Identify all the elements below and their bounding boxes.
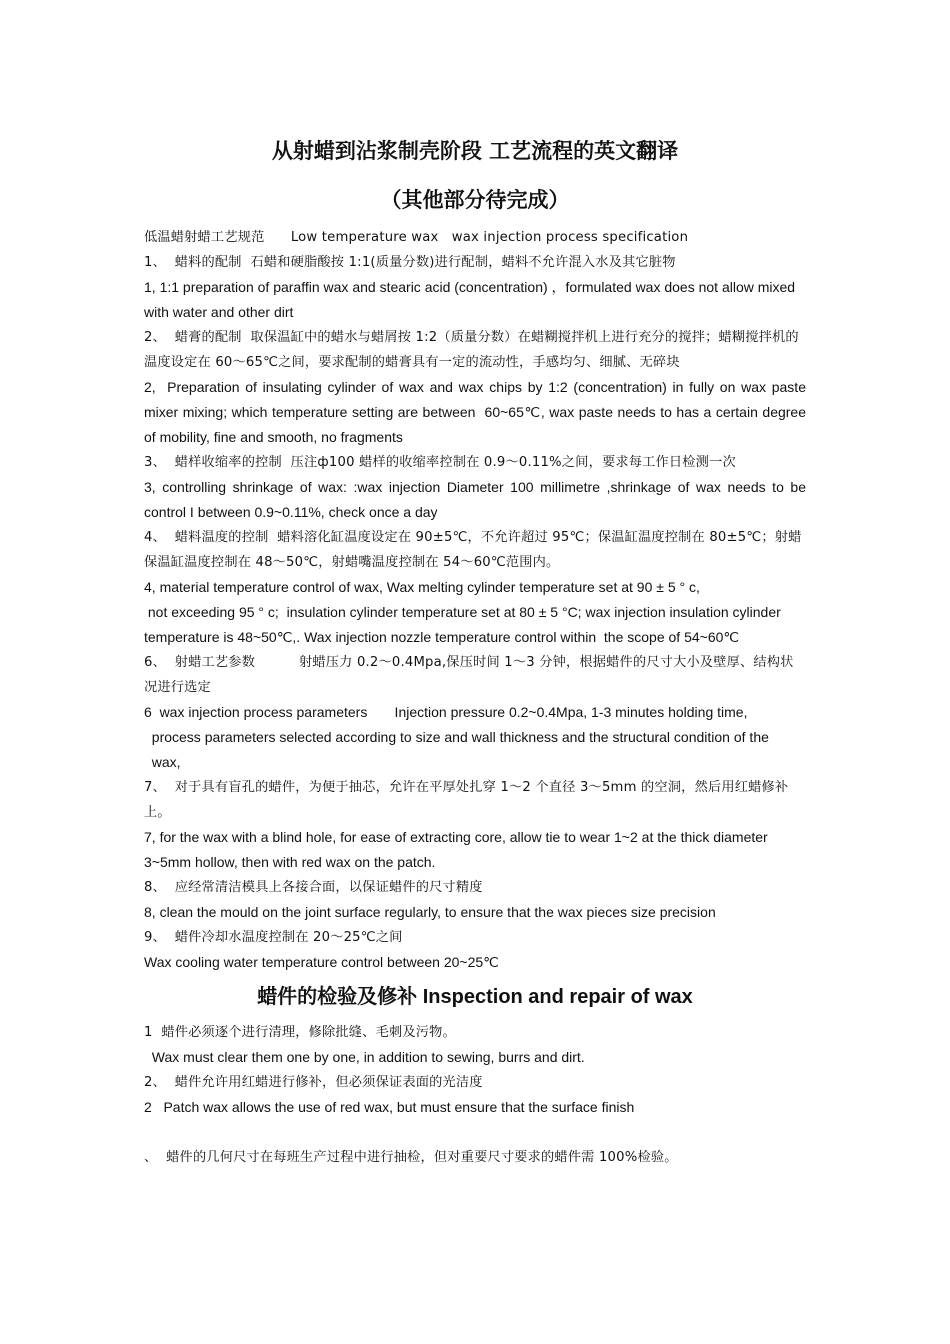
item-7-en: 7, for the wax with a blind hole, for ease of extracting core, allow tie to wear 1~2 at the thick diameter 3~5mm hollow, then with red wax on the patch.: [144, 829, 768, 870]
item-2-en: 2, Preparation of insulating cylinder of wax and wax chips by 1:2 (concentration) in fully on wax paste mixer mixing; which temperature setting are between 60~65℃, wax paste needs to has a certain degree of mobility, fine and smooth, no fragments: [144, 379, 810, 445]
section-wax-injection: [144, 225, 810, 975]
inspect-item-3-zh: 、 蜡件的几何尺寸在每班生产过程中进行抽检，但对重要尺寸要求的蜡件需 100%检验。: [144, 1150, 678, 1165]
inspect-item-2-en: 2 Patch wax allows the use of red wax, but must ensure that the surface finish: [144, 1099, 635, 1115]
item-4-zh: 4、 蜡料温度的控制 蜡料溶化缸温度设定在 90±5℃，不允许超过 95℃；保温缸温度控制在 80±5℃；射蜡保温缸温度控制在 48～50℃，射蜡嘴温度控制在 54～60℃范围内。: [144, 530, 802, 570]
item-8-en: 8, clean the mould on the joint surface regularly, to ensure that the wax pieces size precision: [144, 904, 716, 920]
item-1-zh: 1、 蜡料的配制 石蜡和硬脂酸按 1:1(质量分数)进行配制，蜡料不允许混入水及其它脏物: [144, 255, 676, 270]
item-6-en: 6 wax injection process parameters Injection pressure 0.2~0.4Mpa, 1-3 minutes holding time, process parameters selected according to size and wall thickness and the structural condition of the wax,: [144, 704, 769, 770]
item-1-en: 1, 1:1 preparation of paraffin wax and stearic acid (concentration) ，formulated wax does not allow mixed with water and other dirt: [144, 279, 799, 320]
item-8-zh: 8、 应经常清洁模具上各接合面，以保证蜡件的尺寸精度: [144, 880, 483, 895]
inspect-item-2-zh: 2、 蜡件允许用红蜡进行修补，但必须保证表面的光洁度: [144, 1075, 483, 1090]
process-spec-header: 低温蜡射蜡工艺规范 Low temperature wax wax injection process specification: [144, 230, 689, 245]
item-9-en: Wax cooling water temperature control between 20~25℃: [144, 954, 499, 970]
item-6-zh: 6、 射蜡工艺参数 射蜡压力 0.2～0.4Mpa,保压时间 1～3 分钟，根据蜡件的尺寸大小及壁厚、结构状况进行选定: [144, 655, 794, 695]
item-4-en: 4, material temperature control of wax, Wax melting cylinder temperature set at 90 ± 5 ° c, not exceeding 95 ° c; insulation cylinder temperature set at 80 ± 5 °C; wax injection insulation cylinder temperature is 48~50℃,. Wax injection nozzle temperature control within the scope of 54~60℃: [144, 579, 781, 645]
document-title: 从射蜡到沾浆制壳阶段 工艺流程的英文翻译: [271, 139, 679, 163]
item-3-zh: 3、 蜡样收缩率的控制 压注ф100 蜡样的收缩率控制在 0.9～0.11%之间，要求每工作日检测一次: [144, 455, 736, 470]
inspection-section-heading: 蜡件的检验及修补 Inspection and repair of wax: [257, 986, 693, 1008]
paragraph-gap: [144, 1120, 806, 1145]
item-3-en: 3, controlling shrinkage of wax: :wax injection Diameter 100 millimetre ,shrinkage of wax needs to be control I between 0.9~0.11%, check once a day: [144, 479, 810, 520]
inspect-item-1-en: Wax must clear them one by one, in addition to sewing, burrs and dirt.: [144, 1049, 585, 1065]
document-subtitle: （其他部分待完成）: [380, 188, 570, 212]
item-9-zh: 9、 蜡件冷却水温度控制在 20～25℃之间: [144, 930, 403, 945]
item-2-zh: 2、 蜡膏的配制 取保温缸中的蜡水与蜡屑按 1:2（质量分数）在蜡糊搅拌机上进行充分的搅拌；蜡糊搅拌机的温度设定在 60～65℃之间，要求配制的蜡膏具有一定的流动性，手感均匀、细腻、无碎块: [144, 330, 799, 370]
section-inspection: [144, 1020, 806, 1170]
item-7-zh: 7、 对于具有盲孔的蜡件，为便于抽芯，允许在平厚处扎穿 1～2 个直径 3～5mm 的空洞，然后用红蜡修补上。: [144, 780, 789, 820]
inspect-item-1-zh: 1 蜡件必须逐个进行清理，修除批缝、毛刺及污物。: [144, 1025, 456, 1040]
